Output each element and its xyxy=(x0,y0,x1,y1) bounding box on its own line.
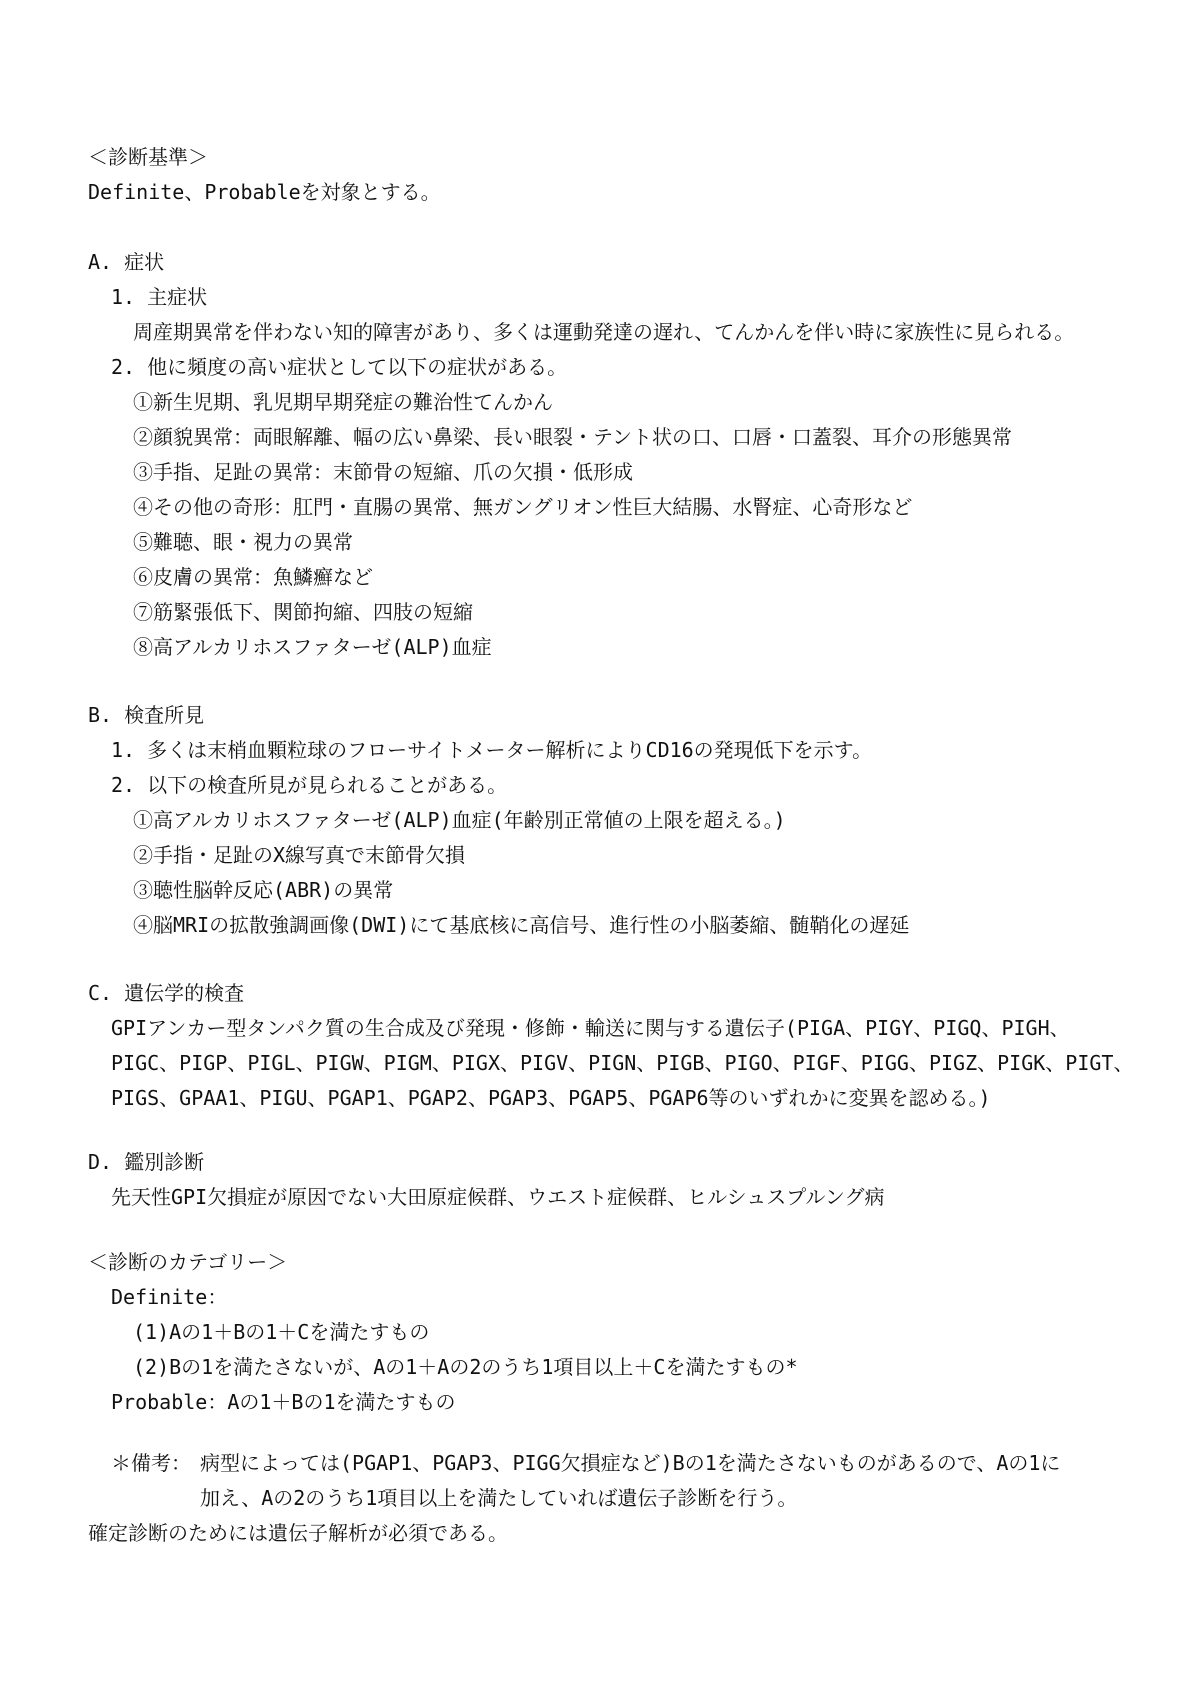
symptom-item: ④その他の奇形：肛門・直腸の異常、無ガングリオン性巨大結腸、水腎症、心奇形など xyxy=(133,495,913,519)
section-a-item1-text: 周産期異常を伴わない知的障害があり、多くは運動発達の遅れ、てんかんを伴い時に家族性に見られる。 xyxy=(133,320,1075,344)
symptom-item: ②顔貌異常：両眼解離、幅の広い鼻梁、長い眼裂・テント状の口、口唇・口蓋裂、耳介の形態異常 xyxy=(133,425,1012,449)
section-d-text: 先天性GPI欠損症が原因でない大田原症候群、ウエスト症候群、ヒルシュスプルング病 xyxy=(111,1185,885,1209)
note-text: 加え、Aの2のうち1項目以上を満たしていれば遺伝子診断を行う。 xyxy=(200,1486,798,1510)
symptom-item: ⑥皮膚の異常：魚鱗癬など xyxy=(133,565,373,589)
intro-text: Definite、Probableを対象とする。 xyxy=(88,180,441,204)
definite-criterion: (2)Bの1を満たさないが、Aの1＋Aの2のうち1項目以上＋Cを満たすもの* xyxy=(133,1355,798,1379)
probable-criterion: Probable：Aの1＋Bの1を満たすもの xyxy=(111,1390,456,1414)
symptom-item: ⑧高アルカリホスファターゼ(ALP)血症 xyxy=(133,635,492,659)
definite-criterion: (1)Aの1＋Bの1＋Cを満たすもの xyxy=(133,1320,430,1344)
categories-heading: ＜診断のカテゴリー＞ xyxy=(88,1250,288,1274)
section-c-heading: C. 遺伝学的検査 xyxy=(88,981,245,1005)
criteria-heading: ＜診断基準＞ xyxy=(88,145,208,169)
section-b-item2: 2. 以下の検査所見が見られることがある。 xyxy=(111,773,508,797)
section-d-heading: D. 鑑別診断 xyxy=(88,1150,205,1174)
section-a-heading: A. 症状 xyxy=(88,250,165,274)
symptom-item: ⑦筋緊張低下、関節拘縮、四肢の短縮 xyxy=(133,600,473,624)
note-text: 病型によっては(PGAP1、PGAP3、PIGG欠損症など)Bの1を満たさないものがあるので、Aの1に xyxy=(200,1451,1061,1475)
section-a-item2: 2. 他に頻度の高い症状として以下の症状がある。 xyxy=(111,355,568,379)
section-c-line: PIGC、PIGP、PIGL、PIGW、PIGM、PIGX、PIGV、PIGN、PIGB、PIGO、PIGF、PIGG、PIGZ、PIGK、PIGT、 xyxy=(111,1051,1134,1075)
note-label: ＊備考： xyxy=(111,1451,191,1475)
symptom-item: ③手指、足趾の異常：末節骨の短縮、爪の欠損・低形成 xyxy=(133,460,633,484)
definite-label: Definite： xyxy=(111,1285,228,1309)
section-c-line: PIGS、GPAA1、PIGU、PGAP1、PGAP2、PGAP3、PGAP5、PGAP6等のいずれかに変異を認める。) xyxy=(111,1086,991,1110)
finding-item: ④脳MRIの拡散強調画像(DWI)にて基底核に高信号、進行性の小脳萎縮、髄鞘化の遅延 xyxy=(133,913,910,937)
section-b-heading: B. 検査所見 xyxy=(88,703,205,727)
closing-text: 確定診断のためには遺伝子解析が必須である。 xyxy=(88,1521,508,1545)
section-b-item1: 1. 多くは末梢血顆粒球のフローサイトメーター解析によりCD16の発現低下を示す。 xyxy=(111,738,873,762)
finding-item: ①高アルカリホスファターゼ(ALP)血症(年齢別正常値の上限を超える。) xyxy=(133,808,786,832)
symptom-item: ①新生児期、乳児期早期発症の難治性てんかん xyxy=(133,390,553,414)
finding-item: ②手指・足趾のX線写真で末節骨欠損 xyxy=(133,843,466,867)
section-a-item1: 1. 主症状 xyxy=(111,285,208,309)
symptom-item: ⑤難聴、眼・視力の異常 xyxy=(133,530,353,554)
section-c-line: GPIアンカー型タンパク質の生合成及び発現・修飾・輸送に関与する遺伝子(PIGA、PIGY、PIGQ、PIGH、 xyxy=(111,1016,1070,1040)
finding-item: ③聴性脳幹反応(ABR)の異常 xyxy=(133,878,394,902)
